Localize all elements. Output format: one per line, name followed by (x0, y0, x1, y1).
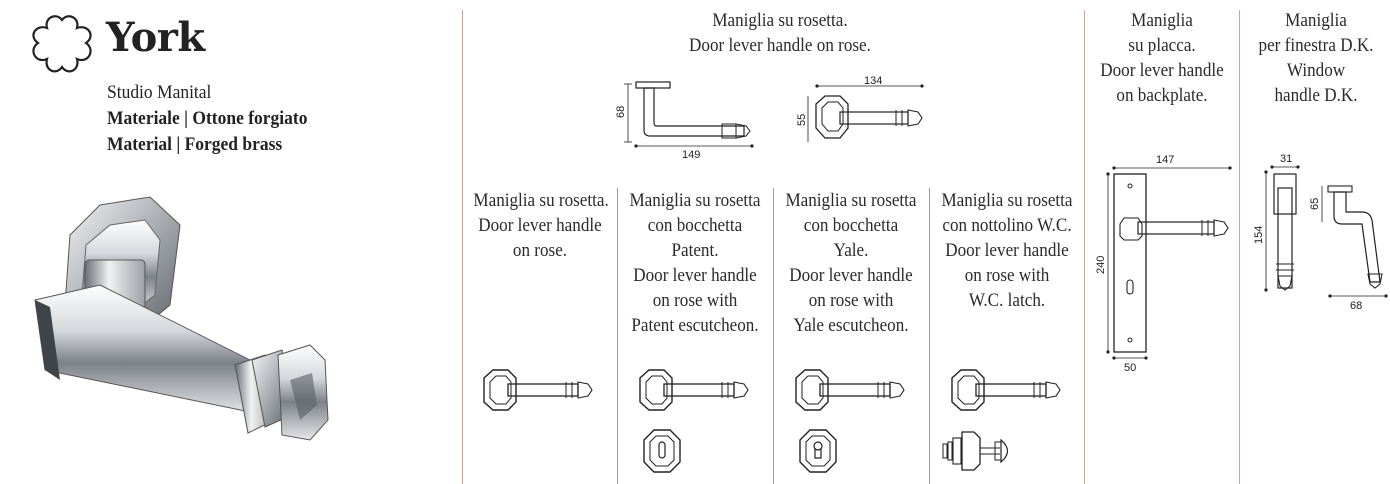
dim-window-side: 65 (1309, 197, 1321, 210)
designer-label: Studio Manital (107, 82, 212, 103)
handle-drawing-wc (946, 368, 1066, 412)
separator-line (1239, 10, 1240, 484)
dim-length: 149 (682, 149, 701, 161)
yale-escutcheon-icon (796, 428, 840, 474)
variant-caption-yale: Maniglia su rosetta con bocchetta Yale. Door lever handle on rose with Yale escutcheon. (785, 190, 917, 336)
material-en: Material | Forged brass (107, 134, 283, 155)
dim-window-length: 68 (1350, 300, 1363, 312)
dim-rose: 55 (796, 113, 808, 126)
dim-window-height: 154 (1253, 225, 1265, 244)
dim-backplate-plate: 50 (1124, 362, 1137, 374)
backplate-caption: Maniglia su placca. Door lever handle on backplate. (1100, 10, 1224, 106)
handle-drawing-rose (478, 368, 598, 412)
product-photo (20, 195, 370, 465)
variant-caption-rose: Maniglia su rosetta. Door lever handle on rose. (473, 190, 609, 261)
separator-line (462, 10, 463, 484)
patent-escutcheon-icon (640, 428, 684, 474)
dim-window-top: 31 (1280, 153, 1293, 165)
dim-backplate-width: 147 (1156, 154, 1175, 166)
variant-caption-wc: Maniglia su rosetta con nottolino W.C. Door lever handle on rose with W.C. latch. (941, 190, 1073, 311)
dim-backplate-height: 240 (1095, 255, 1107, 274)
separator-line (773, 188, 774, 484)
dim-width: 134 (864, 75, 883, 87)
dim-height: 68 (615, 105, 627, 118)
top-variant-caption: Maniglia su rosetta. Door lever handle on rose. (689, 10, 871, 56)
handle-drawing-yale (790, 368, 910, 412)
separator-line (617, 188, 618, 484)
window-handle-caption: Maniglia per finestra D.K. Window handle D.K. (1258, 10, 1374, 106)
backplate-drawing (1090, 152, 1238, 374)
material-it: Materiale | Ottone forgiato (107, 108, 308, 129)
flower-logo-icon (22, 14, 102, 74)
variant-caption-patent: Maniglia su rosetta con bocchetta Patent. Door lever handle on rose with Patent escutcheon. (629, 190, 761, 336)
handle-drawing-patent (634, 368, 754, 412)
separator-line (1084, 10, 1085, 484)
product-title: York (106, 14, 205, 61)
window-handle-drawing (1250, 152, 1390, 312)
wc-latch-icon (940, 428, 1018, 474)
front-view-drawing (792, 76, 942, 148)
separator-line (929, 188, 930, 484)
side-view-drawing (612, 78, 762, 160)
